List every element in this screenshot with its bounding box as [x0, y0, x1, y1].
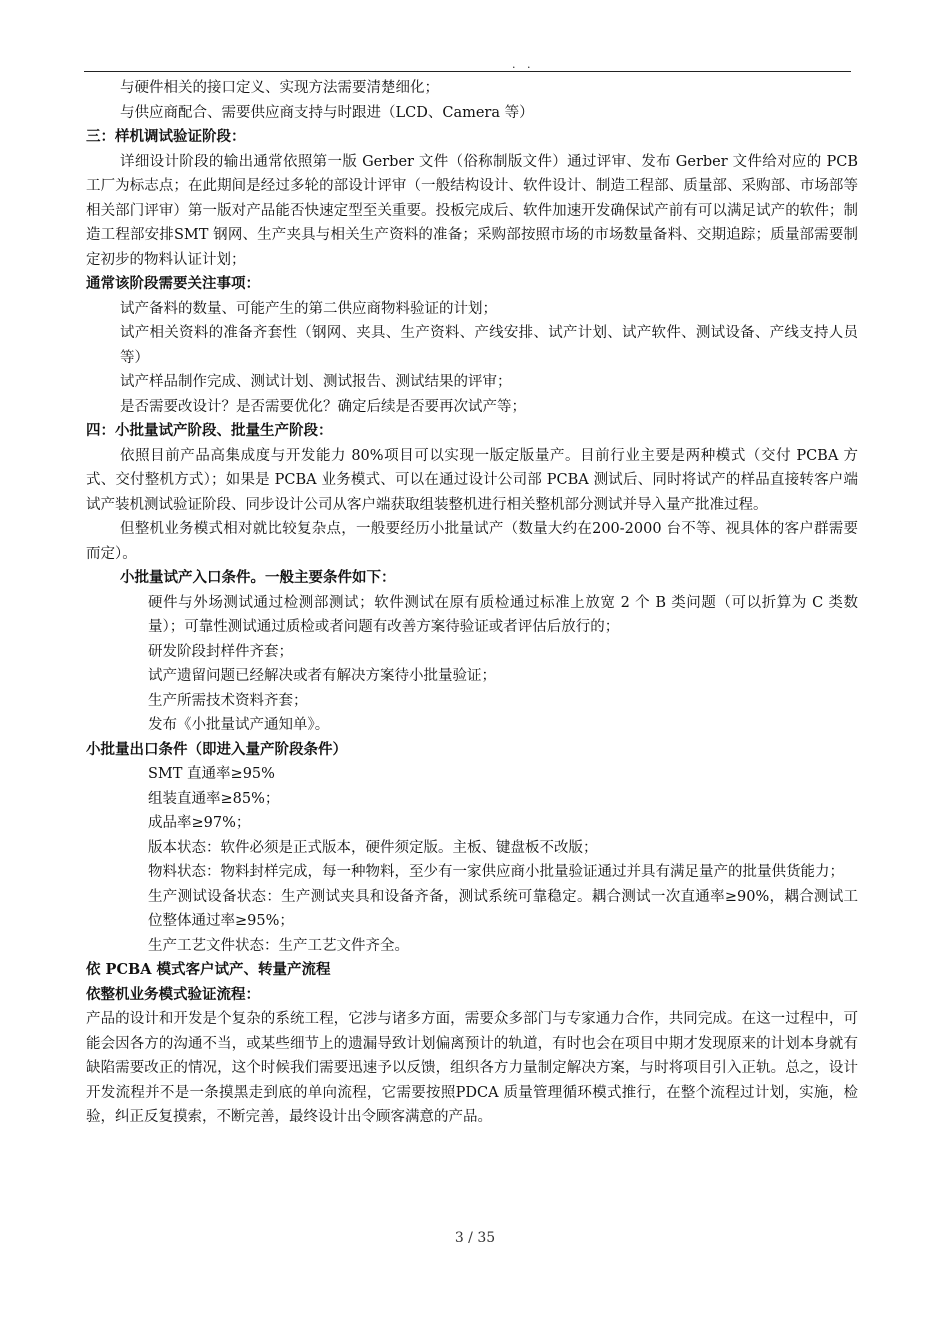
list-item: 研发阶段封样件齐套；	[148, 643, 293, 660]
list-item: 版本状态：软件必须是正式版本，硬件须定版。主板、键盘板不改版；	[148, 839, 598, 856]
subheading-whole-unit-flow: 依整机业务模式验证流程：	[86, 985, 260, 1003]
list-item: 试产备料的数量、可能产生的第二供应商物料验证的计划；	[120, 300, 497, 317]
page-number: 3 / 35	[454, 1230, 496, 1246]
list-item: 物料状态：物料封样完成，每一种物料，至少有一家供应商小批量验证通过并具有满足量产的批量供货能力；	[148, 864, 844, 880]
paragraph: 与硬件相关的接口定义、实现方法需要清楚细化；	[120, 80, 439, 96]
list-item: 试产样品制作完成、测试计划、测试报告、测试结果的评审；	[120, 374, 512, 390]
list-item: 是否需要改设计？是否需要优化？确定后续是否要再次试产等；	[120, 398, 526, 415]
paragraph: 依照目前产品高集成度与开发能力 80%项目可以实现一版定版量产。目前行业主要是两种模式（交付 PCBA 方式、交付整机方式）；如果是 PCBA 业务模式、可以在通过设计公司部 PCBA 测试后、同时将试产的样品直接转客户端试产装机测试验证阶段、同步设计公司从客户端获取组装整机进行相关整机部分测试并导入量产批准过程。	[86, 447, 858, 513]
page-body	[86, 76, 858, 1130]
list-item: 成品率≥97%；	[148, 815, 251, 831]
paragraph: 但整机业务模式相对就比较复杂点，一般要经历小批量试产（数量大约在200-2000 台不等、视具体的客户群需要而定）。	[86, 521, 858, 562]
subheading-exit-conditions: 小批量出口条件（即进入量产阶段条件）	[86, 740, 347, 758]
header-dots: . .	[512, 58, 535, 71]
subheading-pcba-flow: 依 PCBA 模式客户试产、转量产流程	[86, 961, 331, 978]
list-item: 组装直通率≥85%；	[148, 790, 280, 807]
list-item: 硬件与外场测试通过检测部测试；软件测试在原有质检通过标准上放宽 2 个 B 类问题（可以折算为 C 类数量）；可靠性测试通过质检或者问题有改善方案待验证或者评估后放行的；	[148, 594, 858, 635]
list-item: 生产测试设备状态：生产测试夹具和设备齐备，测试系统可靠稳定。耦合测试一次直通率≥90%，耦合测试工位整体通过率≥95%；	[148, 888, 858, 929]
list-item: SMT 直通率≥95%	[148, 766, 275, 782]
list-item: 试产遗留问题已经解决或者有解决方案待小批量验证；	[148, 668, 496, 684]
subheading-attention: 通常该阶段需要关注事项：	[86, 275, 260, 292]
header-rule	[84, 71, 851, 72]
section-heading-4: 四：小批量试产阶段、批量生产阶段：	[86, 422, 333, 439]
subheading-entry-conditions: 小批量试产入口条件。一般主要条件如下：	[120, 569, 396, 586]
paragraph: 详细设计阶段的输出通常依照第一版 Gerber 文件（俗称制版文件）通过评审、发布 Gerber 文件给对应的 PCB 工厂为标志点；在此期间是经过多轮的部设计评审（一般结构设计、软件设计、制造工程部、质量部、采购部、市场部等相关部门评审）第一版对产品能否快速定型至关重要。投板完成后、软件加速开发确保试产前有可以满足试产的软件；制造工程部安排SMT 钢网、生产夹具与相关生产资料的准备；采购部按照市场的市场数量备料、交期追踪；质量部需要制定初步的物料认证计划；	[86, 153, 858, 268]
paragraph: 产品的设计和开发是个复杂的系统工程，它涉与诸多方面，需要众多部门与专家通力合作，共同完成。在这一过程中，可能会因各方的沟通不当，或某些细节上的遗漏导致计划偏离预计的轨道，有时也会在项目中期才发现原来的计划本身就有缺陷需要改正的情况，这个时候我们需要迅速予以反馈，组织各方力量制定解决方案，与时将项目引入正轨。总之，设计开发流程并不是一条摸黑走到底的单向流程，它需要按照PDCA 质量管理循环模式推行，在整个流程过计划，实施，检验，纠正反复摸索，不断完善，最终设计出令顾客满意的产品。	[86, 1011, 858, 1125]
list-item: 试产相关资料的准备齐套性（钢网、夹具、生产资料、产线安排、试产计划、试产软件、测试设备、产线支持人员等）	[120, 325, 858, 366]
list-item: 发布《小批量试产通知单》。	[148, 717, 330, 733]
section-heading-3: 三：样机调试验证阶段：	[86, 128, 246, 145]
paragraph: 与供应商配合、需要供应商支持与时跟进（LCD、Camera 等）	[120, 104, 534, 121]
list-item: 生产所需技术资料齐套；	[148, 692, 308, 709]
list-item: 生产工艺文件状态：生产工艺文件齐全。	[148, 937, 409, 954]
